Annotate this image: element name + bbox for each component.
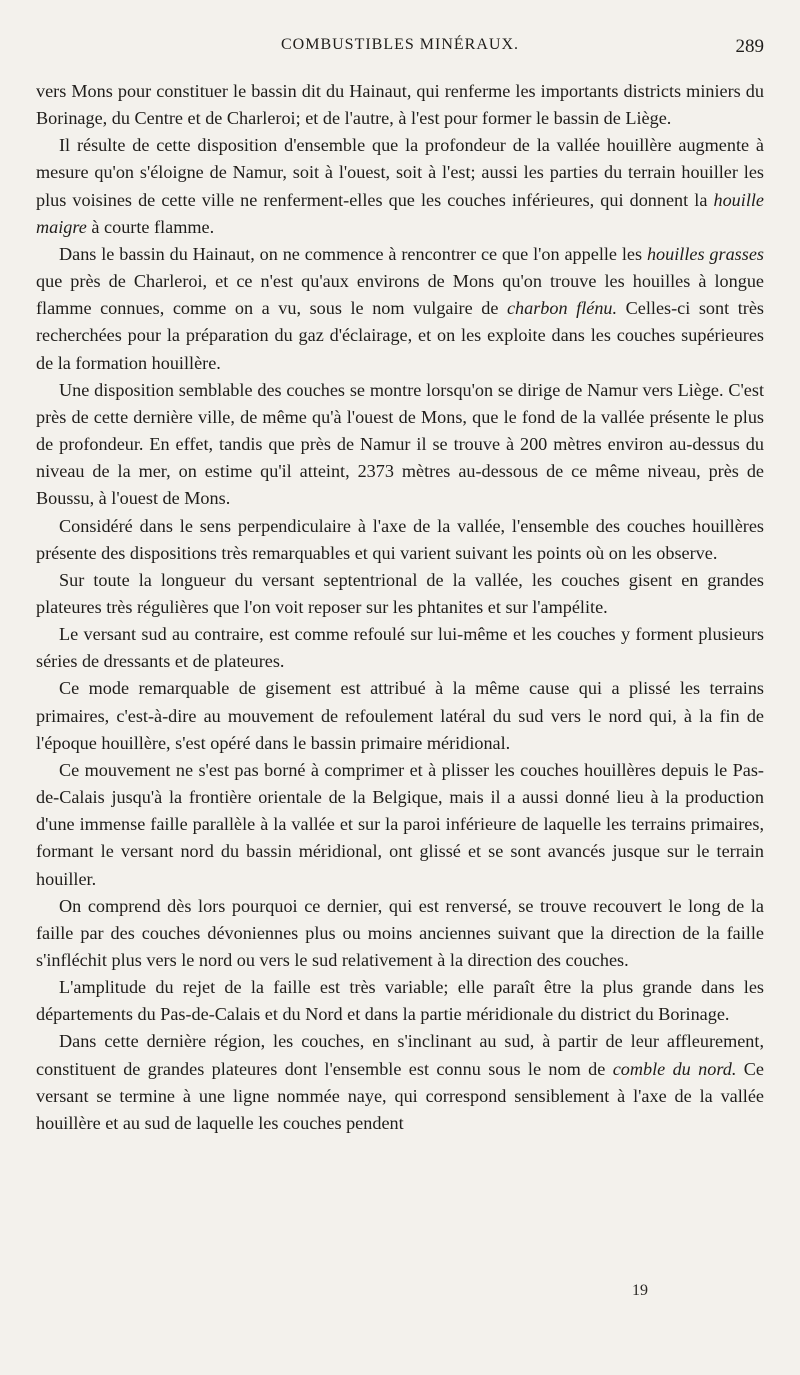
text-run: Ce versant se termine à une ligne nommée naye, qui correspond sensiblement à l'axe de la vallée houillère et au sud de laquelle les couches pendent (36, 1058, 764, 1133)
paragraph (36, 974, 764, 1028)
text-run: que près de Charleroi, et ce n'est qu'aux environs de Mons qu'on trouve les houilles à longue flamme connues, comme on a vu, sous le nom vulgaire de (36, 271, 764, 319)
text-run: Ce mode remarquable de gisement est attribué à la même cause qui a plissé les terrains primaires, c'est-à-dire au mouvement de refoulement latéral du sud vers le nord qui, à la fin de l'époque houillère, s'est opéré dans le bassin primaire méridional. (36, 678, 764, 753)
body-text (36, 78, 764, 1137)
paragraph (36, 621, 764, 675)
paragraph (36, 893, 764, 974)
paragraph (36, 132, 764, 241)
paragraph (36, 241, 764, 377)
text-run: Le versant sud au contraire, est comme refoulé sur lui-même et les couches y forment plusieurs séries de dressants et de plateures. (36, 624, 764, 672)
text-run: L'amplitude du rejet de la faille est très variable; elle paraît être la plus grande dans les départements du Pas-de-Calais et du Nord et dans la partie méridionale du district du Borinage. (36, 977, 764, 1025)
page-number: 289 (735, 36, 764, 57)
text-run: à courte flamme. (86, 216, 215, 237)
text-run: Dans cette dernière région, les couches, en s'inclinant au sud, à partir de leur affleurement, constituent de grandes plateures dont l'ensemble est connu sous le nom de (36, 1031, 764, 1079)
text-run: Considéré dans le sens perpendiculaire à l'axe de la vallée, l'ensemble des couches houillères présente des dispositions très remarquables et qui varient suivant les points où on les observe. (36, 515, 764, 563)
text-run: Sur toute la longueur du versant septentrional de la vallée, les couches gisent en grandes plateures très régulières que l'on voit reposer sur les phtanites et sur l'ampélite. (36, 569, 764, 617)
paragraph (36, 567, 764, 621)
paragraph (36, 377, 764, 513)
paragraph (36, 1028, 764, 1137)
italic-term: comble du nord. (612, 1058, 737, 1079)
text-run: On comprend dès lors pourquoi ce dernier, qui est renversé, se trouve recouvert le long de la faille par des couches dévoniennes plus ou moins anciennes suivant que la direction de la faille s'infléchit plus vers le nord ou vers le sud relativement à la direction des couches. (36, 895, 764, 970)
text-run: Celles-ci sont très recherchées pour la préparation du gaz d'éclairage, et on les exploite dans les couches supérieures de la formation houillère. (36, 298, 764, 373)
page-header (36, 30, 764, 60)
text-run: Ce mouvement ne s'est pas borné à comprimer et à plisser les couches houillères depuis le Pas-de-Calais jusqu'à la frontière orientale de la Belgique, mais il a aussi donné lieu à la production d'une immense faille parallèle à la vallée et sur la paroi inférieure de laquelle les terrains primaires, formant le versant nord du bassin méridional, ont glissé et se sont avancés jusque sur le terrain houiller. (36, 759, 764, 889)
paragraph (36, 78, 764, 132)
italic-term: charbon flénu. (506, 298, 618, 319)
text-run: Dans le bassin du Hainaut, on ne commence à rencontrer ce que l'on appelle les (59, 243, 647, 264)
italic-term: houilles grasses (646, 243, 764, 264)
paragraph (36, 757, 764, 893)
text-run: vers Mons pour constituer le bassin dit du Hainaut, qui renferme les importants districts miniers du Borinage, du Centre et de Charleroi; et de l'autre, à l'est pour former le bassin de Liège. (36, 81, 764, 129)
signature-mark: 19 (632, 1282, 648, 1299)
paragraph (36, 513, 764, 567)
paragraph (36, 675, 764, 756)
running-title: COMBUSTIBLES MINÉRAUX. (280, 36, 519, 53)
italic-term: houille maigre (36, 189, 764, 237)
text-run: Il résulte de cette disposition d'ensemble que la profondeur de la vallée houillère augmente à mesure qu'on s'éloigne de Namur, soit à l'ouest, soit à l'est; aussi les parties du terrain houiller les plus voisines de cette ville ne renferment-elles que les couches inférieures, qui donnent la (36, 135, 764, 210)
text-run: Une disposition semblable des couches se montre lorsqu'on se dirige de Namur vers Liège. C'est près de cette dernière ville, de même qu'à l'ouest de Mons, que le fond de la vallée présente le plus de profondeur. En effet, tandis que près de Namur il se trouve à 200 mètres environ au-dessus du niveau de la mer, on estime qu'il atteint, 2373 mètres au-dessous de ce même niveau, près de Boussu, à l'ouest de Mons. (36, 379, 764, 509)
